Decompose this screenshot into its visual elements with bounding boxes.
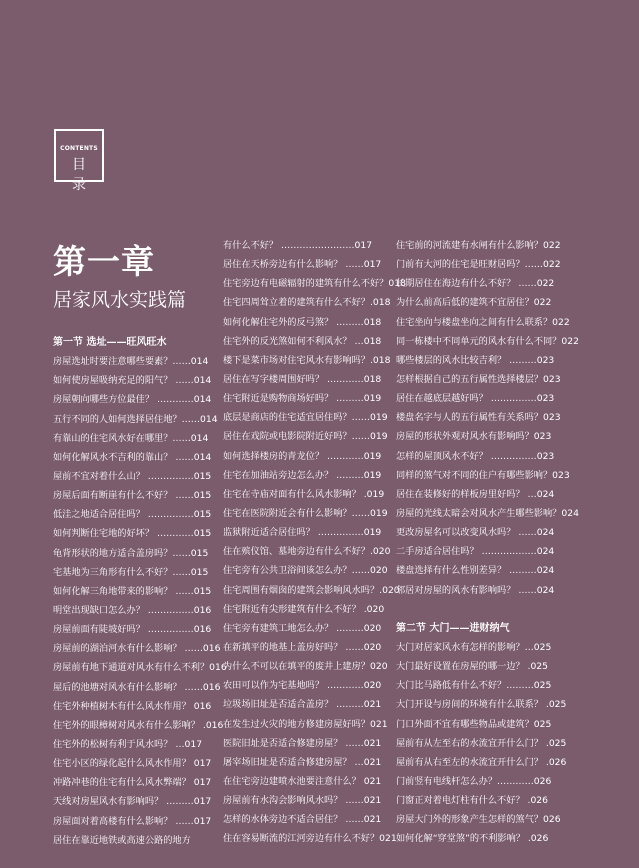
- section-heading-1: 第一节 选址——旺风旺水: [53, 337, 167, 348]
- toc-entry[interactable]: 哪些楼层的风水比较吉利？ ………023: [396, 354, 555, 366]
- toc-entry[interactable]: 如何化解“穿堂煞”的不利影响？ .026: [396, 833, 549, 845]
- toc-entry[interactable]: 住宅在医院附近会有什么影响？……019: [223, 507, 388, 519]
- toc-entry[interactable]: 屋前有从左至右的水流宜开什么门？ .025: [396, 737, 567, 749]
- toc-entry[interactable]: 屋前有从右至左的水流宜开什么门？ .026: [396, 756, 567, 768]
- section-heading-2: 第二节 大门——进财纳气: [396, 622, 510, 634]
- toc-entry[interactable]: 住宅周围有烟囱的建筑会影响风水吗？.020: [223, 584, 400, 596]
- toc-entry[interactable]: 住宅前的河流建有水闸有什么影响？022: [396, 240, 561, 251]
- toc-entry[interactable]: 监狱附近适合居住吗？ ……………019: [223, 527, 382, 539]
- toc-entry[interactable]: 居住在越底层越好吗？ ……………023: [396, 393, 555, 405]
- toc-entry[interactable]: 楼下是菜市场对住宅风水有影响吗？.018: [223, 354, 391, 366]
- toc-entry[interactable]: 宅基地为三角形有什么不好？……015: [53, 566, 209, 578]
- toc-entry[interactable]: 邻居对房屋的风水有影响吗？ ……024: [396, 584, 555, 596]
- toc-entry[interactable]: 房屋的光线太暗会对风水产生哪些影响？024: [396, 507, 579, 519]
- toc-entry[interactable]: 房屋的形状外观对风水有影响吗？023: [396, 431, 552, 443]
- toc-entry[interactable]: 如何化解风水不吉利的靠山？ ……014: [53, 451, 212, 463]
- toc-entry[interactable]: 明堂出现缺口怎么办？ ……………016: [53, 604, 212, 616]
- toc-entry[interactable]: 垃圾场旧址是否适合盖房？ ………021: [223, 699, 382, 711]
- toc-entry[interactable]: 楼盘名字与人的五行属性有关系吗？023: [396, 412, 561, 424]
- toc-entry[interactable]: 房屋前的湖泊河水有什么影响？ ……016: [53, 643, 221, 655]
- toc-entry[interactable]: 楼盘选择有什么性别差异？ ………024: [396, 565, 555, 577]
- toc-entry[interactable]: 门口外面不宜有哪些物品或建筑？025: [396, 718, 552, 730]
- toc-entry[interactable]: 同样的煞气对不同的住户有哪些影响？023: [396, 469, 570, 481]
- toc-column-2: [223, 236, 406, 849]
- toc-list-3b: [396, 638, 567, 849]
- toc-entry[interactable]: 低洼之地适合居住吗？ ……………015: [53, 509, 212, 521]
- toc-entry[interactable]: 住宅坐向与楼盘坐向之间有什么联系？022: [396, 316, 570, 328]
- toc-entry[interactable]: 天线对房屋风水有影响吗？ ………017: [53, 796, 212, 808]
- toc-entry[interactable]: 在住宅旁边建喷水池要注意什么？ 021: [223, 775, 382, 787]
- toc-list-3a: [396, 236, 579, 600]
- toc-entry[interactable]: 住宅旁边有电磁辐射的建筑有什么不好？018: [223, 278, 406, 290]
- toc-entry[interactable]: 住宅小区的绿化起什么风水作用？ 017: [53, 758, 212, 770]
- toc-entry[interactable]: 医院旧址是否适合修建房屋？ ……021: [223, 737, 382, 749]
- toc-entry[interactable]: 房屋前有地下通道对风水有什么不利？016: [53, 662, 227, 674]
- toc-entry[interactable]: 为什么前高后低的建筑不宜居住？022: [396, 297, 552, 309]
- contents-label: CONTENTS: [60, 145, 98, 152]
- toc-entry[interactable]: 大门开设与房间的环境有什么联系？ .025: [396, 699, 567, 711]
- toc-entry[interactable]: 住宅在加油站旁边怎么办？ ………019: [223, 469, 382, 481]
- toc-entry[interactable]: 屋后的池塘对风水有什么影响？ ……016: [53, 681, 221, 693]
- toc-entry[interactable]: 住宅在寺庙对面有什么风水影响？ .019: [223, 488, 385, 500]
- toc-entry[interactable]: 住宅外的松树有利于风水吗？ …017: [53, 738, 203, 750]
- toc-entry[interactable]: 大门对居家风水有怎样的影响？…025: [396, 641, 552, 653]
- toc-entry[interactable]: 住宅旁有建筑工地怎么办？ ………020: [223, 622, 382, 634]
- toc-entry[interactable]: 住宅外的眼樟树对风水有什么影响？ .016: [53, 719, 224, 731]
- contents-logo: [54, 129, 104, 193]
- toc-entry[interactable]: 五行不同的人如何选择居住地？……014: [53, 413, 218, 425]
- toc-entry[interactable]: 住宅附近是购物商场好吗？ ………019: [223, 393, 382, 405]
- toc-list-1: [53, 352, 227, 850]
- toc-entry[interactable]: 住宅旁有公共卫浴间该怎么办？……020: [223, 565, 388, 577]
- toc-entry[interactable]: 住宅外种植树木有什么风水作用？ 016: [53, 700, 212, 712]
- toc-entry[interactable]: 屋前不宜对着什么山？ ……………015: [53, 470, 212, 482]
- toc-entry[interactable]: 居住在靠近地铁或高速公路的地方: [53, 834, 191, 846]
- toc-entry[interactable]: 有什么不好？ ……………………017: [223, 240, 373, 251]
- toc-entry[interactable]: 房屋面对着高楼有什么影响？ ……017: [53, 815, 212, 827]
- toc-entry[interactable]: 怎样的水体旁边不适合居住？ ……021: [223, 814, 382, 826]
- toc-column-1: [53, 333, 227, 850]
- toc-entry[interactable]: 更改房屋名可以改变风水吗？ ……024: [396, 527, 555, 539]
- toc-column-3: [396, 236, 579, 849]
- toc-entry[interactable]: 二手房适合居住吗？ ………………024: [396, 546, 555, 558]
- toc-entry[interactable]: 底层是商店的住宅适宜居住吗？……019: [223, 412, 388, 424]
- toc-entry[interactable]: 长期居住在海边有什么不好？ ……022: [396, 278, 555, 290]
- toc-entry[interactable]: 居住在天桥旁边有什么影响？ ……017: [223, 259, 382, 271]
- toc-entry[interactable]: 如何判断住宅地的好坏？ …………015: [53, 528, 212, 540]
- toc-entry[interactable]: 房屋后面有断崖有什么不好？ ……015: [53, 490, 212, 502]
- toc-entry[interactable]: 如何使房屋吸纳充足的阳气？ ……014: [53, 375, 212, 387]
- toc-entry[interactable]: 有靠山的住宅风水好在哪里？……014: [53, 432, 209, 444]
- toc-entry[interactable]: 在发生过火灾的地方修建房屋好吗？021: [223, 718, 388, 730]
- toc-entry[interactable]: 住宅外的反光煞如何不利风水？ …018: [223, 335, 382, 347]
- toc-entry[interactable]: 冲路冲巷的住宅有什么风水弊端？ 017: [53, 777, 212, 789]
- toc-entry[interactable]: 居住在装修好的样板房里好吗？ …024: [396, 488, 555, 500]
- toc-entry[interactable]: 房屋前有水沟会影响风水吗？ ……021: [223, 795, 382, 807]
- chapter-subtitle: 居家风水实践篇: [53, 289, 187, 311]
- toc-entry[interactable]: 农田可以作为宅基地吗？ …………020: [223, 680, 382, 692]
- toc-entry[interactable]: 门窗正对着电灯柱有什么不好？ .026: [396, 795, 549, 807]
- toc-entry[interactable]: 房屋选址时要注意哪些要素？……014: [53, 356, 209, 368]
- toc-entry[interactable]: 同一栋楼中不同单元的风水有什么不同？022: [396, 335, 579, 347]
- toc-entry[interactable]: 门前有大河的住宅是旺财居吗？……022: [396, 259, 561, 271]
- toc-entry[interactable]: 住宅附近有尖形建筑有什么不好？ .020: [223, 603, 385, 615]
- toc-entry[interactable]: 住在容易断流的江河旁边有什么不好？021: [223, 833, 397, 845]
- toc-entry[interactable]: 怎样根据自己的五行属性选择楼层？023: [396, 373, 561, 385]
- toc-entry[interactable]: 在新填平的地基上盖房好吗？ ……020: [223, 641, 382, 653]
- toc-entry[interactable]: 如何选择楼房的青龙位？ …………019: [223, 450, 382, 462]
- toc-entry[interactable]: 如何化解三角地带来的影响？ ……015: [53, 585, 212, 597]
- toc-entry[interactable]: 住在殡仪馆、墓地旁边有什么不好？.020: [223, 546, 391, 558]
- toc-entry[interactable]: 如何化解住宅外的反弓煞？ ………018: [223, 316, 382, 328]
- toc-entry[interactable]: 怎样的屋顶风水不好？ ……………023: [396, 450, 555, 462]
- toc-entry[interactable]: 大门最好设置在房屋的哪一边？ .025: [396, 661, 549, 673]
- toc-entry[interactable]: 居住在写字楼周围好吗？ …………018: [223, 373, 382, 385]
- toc-entry[interactable]: 门前竖有电线杆怎么办？…………026: [396, 775, 552, 787]
- toc-entry[interactable]: 房屋前面有陡坡好吗？ ……………016: [53, 624, 212, 636]
- toc-entry[interactable]: 大门比马路低有什么不好？………025: [396, 680, 552, 692]
- toc-entry[interactable]: 为什么不可以在填平的废井上建房？020: [223, 661, 388, 673]
- toc-entry[interactable]: 房屋大门外的形象产生怎样的煞气？026: [396, 814, 561, 826]
- toc-entry[interactable]: 龟背形状的地方适合盖房吗？……015: [53, 547, 209, 559]
- toc-entry[interactable]: 屠宰场旧址是否适合修建房屋？ …021: [223, 756, 382, 768]
- toc-entry[interactable]: 居住在戏院或电影院附近好吗？……019: [223, 431, 388, 443]
- toc-list-2: [223, 236, 406, 849]
- toc-entry[interactable]: 房屋朝向哪些方位最佳？ …………014: [53, 394, 212, 406]
- toc-label: 目 录: [72, 157, 90, 193]
- toc-entry[interactable]: 住宅四周耸立着的建筑有什么不好？.018: [223, 297, 391, 309]
- chapter-title: 第一章: [53, 242, 155, 281]
